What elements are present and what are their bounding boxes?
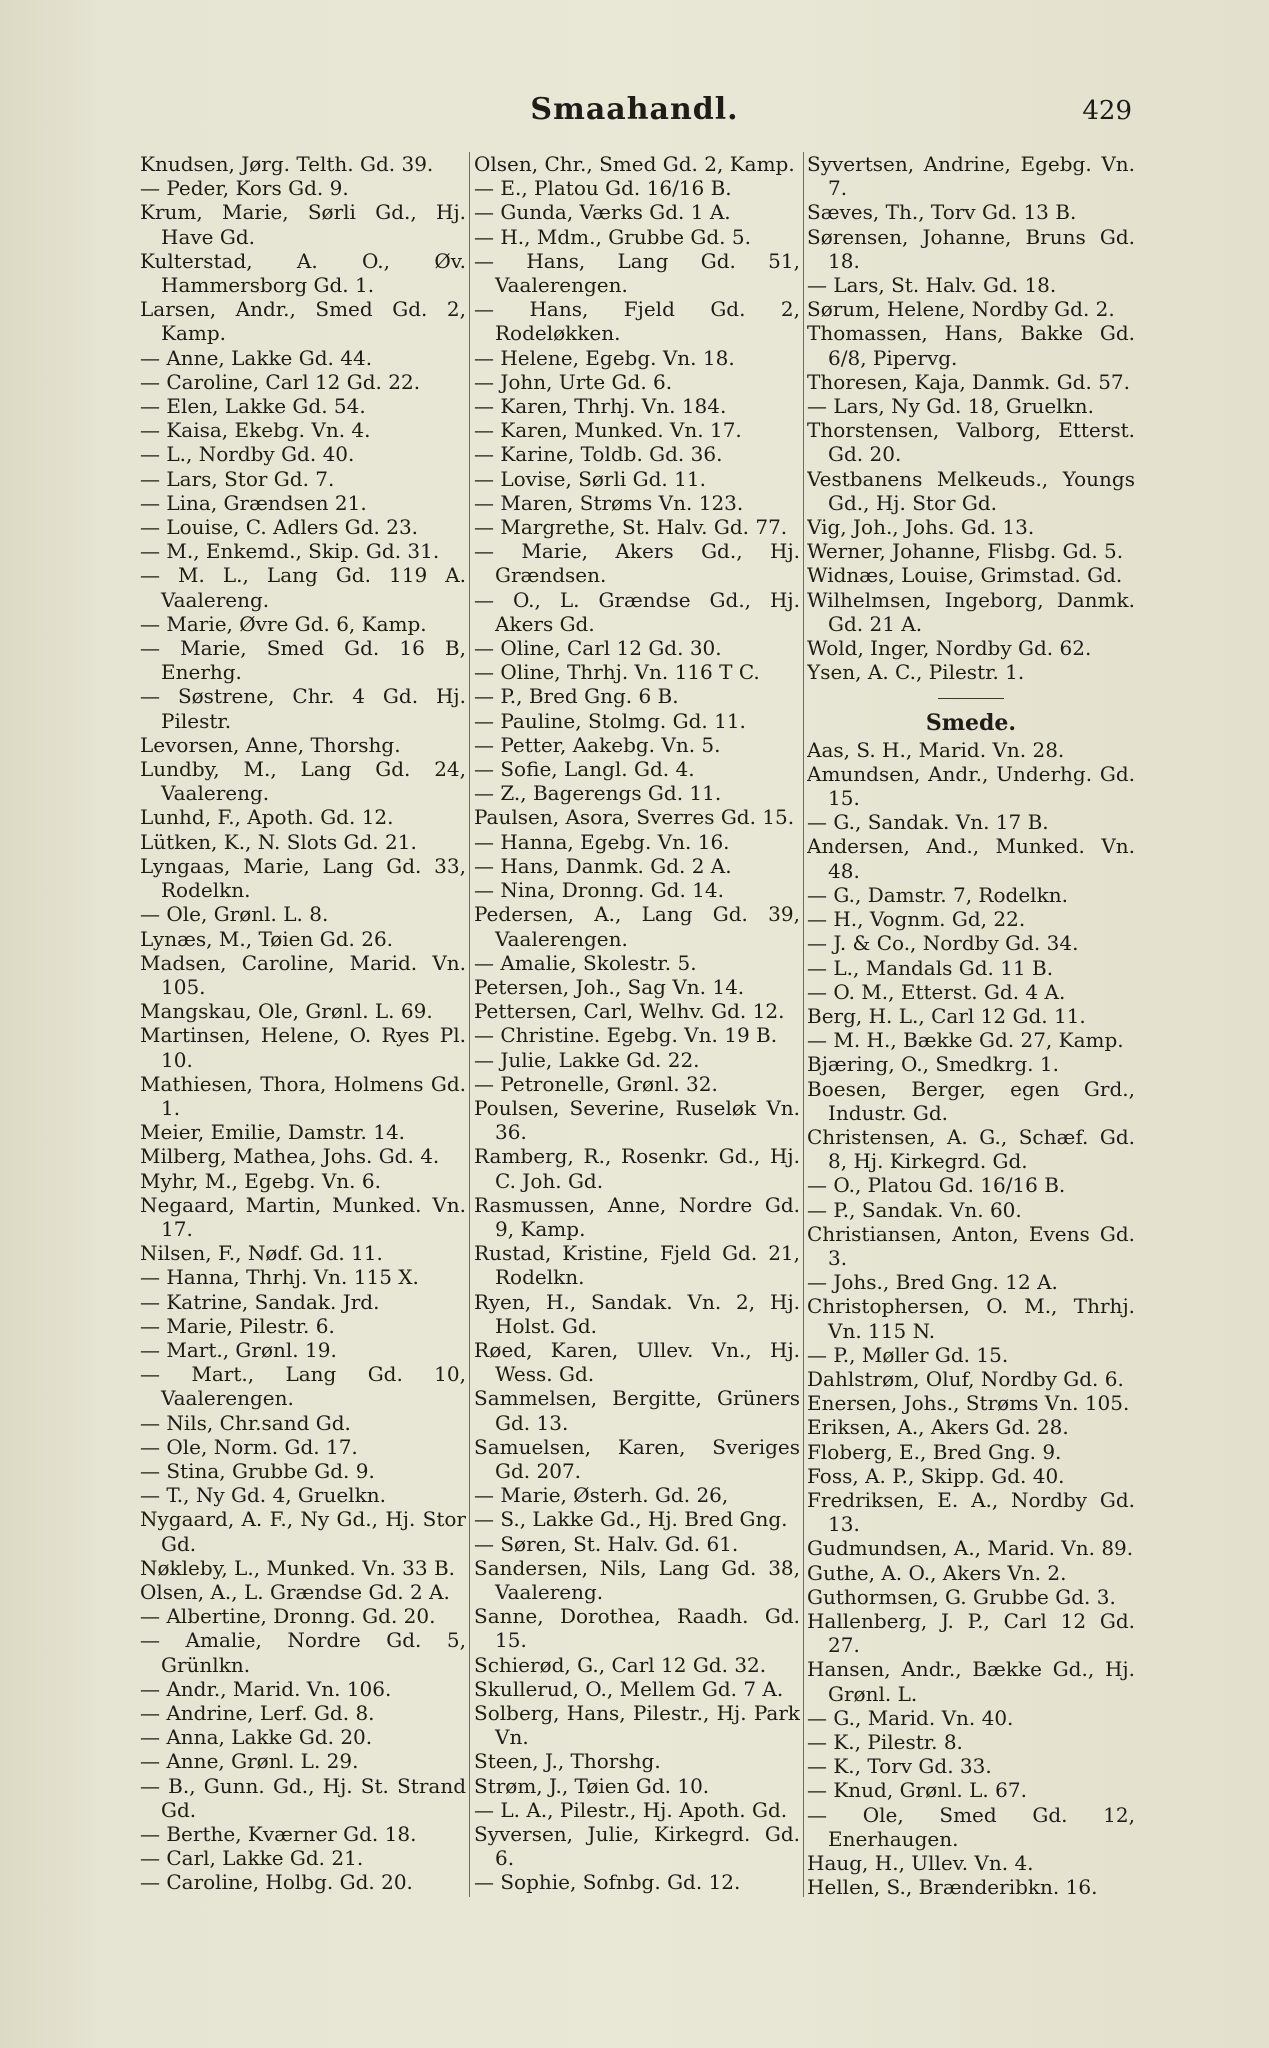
directory-entry: Meier, Emilie, Damstr. 14. [140,1120,406,1145]
directory-entry: Amundsen, Andr., Underhg. Gd. 15. [807,761,1135,811]
directory-entry: Foss, A. P., Skipp. Gd. 40. [807,1463,1065,1488]
directory-entry: — Amalie, Nordre Gd. 5, Grünlkn. [140,1628,466,1677]
directory-entry: — Lars, Stor Gd. 7. [140,466,335,491]
directory-entry: — Marie, Smed Gd. 16 B, Enerhg. [140,636,466,685]
directory-entry: — K., Torv Gd. 33. [807,1754,992,1779]
page-number: 429 [1082,96,1132,126]
directory-entry: — Katrine, Sandak. Jrd. [140,1289,380,1314]
directory-entry: Sammelsen, Bergitte, Grüners Gd. 13. [474,1386,800,1435]
directory-entry: — Johs., Bred Gng. 12 A. [807,1270,1058,1295]
directory-entry: — Anne, Grønl. L. 29. [140,1749,359,1774]
directory-entry: — Helene, Egebg. Vn. 18. [474,345,735,370]
directory-entry: — Knud, Grønl. L. 67. [807,1778,1027,1803]
directory-entry: Sanne, Dorothea, Raadh. Gd. 15. [474,1604,800,1653]
directory-entry: Lütken, K., N. Slots Gd. 21. [140,829,417,854]
directory-entry: Poulsen, Severine, Ruseløk Vn. 36. [474,1095,800,1145]
directory-entry: — L. A., Pilestr., Hj. Apoth. Gd. [474,1797,788,1822]
directory-entry: — Søstrene, Chr. 4 Gd. Hj. Pilestr. [140,684,466,733]
directory-entry: Lyngaas, Marie, Lang Gd. 33, Rodelkn. [140,853,466,903]
directory-entry: Strøm, J., Tøien Gd. 10. [474,1773,710,1798]
directory-entry: — Karen, Munked. Vn. 17. [474,418,742,443]
directory-entry: — Peder, Kors Gd. 9. [140,176,349,201]
directory-entry: — Julie, Lakke Gd. 22. [474,1047,700,1072]
directory-entry: Paulsen, Asora, Sverres Gd. 15. [474,805,795,830]
directory-entry: Nygaard, A. F., Ny Gd., Hj. Stor Gd. [140,1507,466,1556]
directory-entry: — Lars, Ny Gd. 18, Gruelkn. [807,394,1094,419]
directory-entry: — L., Mandals Gd. 11 B. [807,955,1054,980]
directory-entry: — S., Lakke Gd., Hj. Bred Gng. [474,1507,788,1532]
directory-entry: — Lina, Grændsen 21. [140,490,367,515]
directory-entry: Hellen, S., Brænderibkn. 16. [807,1875,1098,1900]
directory-entry: Negaard, Martin, Munked. Vn. 17. [140,1192,466,1241]
directory-entry: — H., Vognm. Gd, 22. [807,907,1026,932]
directory-entry: Steen, J., Thorshg. [474,1749,661,1774]
directory-entry: Pedersen, A., Lang Gd. 39, Vaalerengen. [474,902,800,951]
directory-entry: Guthe, A. O., Akers Vn. 2. [807,1560,1067,1585]
directory-entry: — P., Møller Gd. 15. [807,1342,1009,1367]
directory-entry: — G., Marid. Vn. 40. [807,1705,1014,1730]
directory-entry: Ysen, A. C., Pilestr. 1. [807,660,1025,685]
column-divider [469,152,470,1897]
directory-entry: Lundby, M., Lang Gd. 24, Vaalereng. [140,757,466,806]
directory-entry: Dahlstrøm, Oluf, Nordby Gd. 6. [807,1366,1124,1391]
directory-entry: — G., Damstr. 7, Rodelkn. [807,882,1068,907]
directory-entry: — E., Platou Gd. 16/16 B. [474,176,732,201]
directory-entry: — Sophie, Sofnbg. Gd. 12. [474,1870,741,1895]
directory-entry: Bjæring, O., Smedkrg. 1. [807,1052,1059,1077]
directory-entry: — Berthe, Kværner Gd. 18. [140,1822,417,1847]
directory-entry: Nilsen, F., Nødf. Gd. 11. [140,1241,383,1266]
directory-entry: — O., Platou Gd. 16/16 B. [807,1173,1066,1198]
directory-entry: — Lars, St. Halv. Gd. 18. [807,273,1057,298]
directory-entry: Mathiesen, Thora, Holmens Gd. 1. [140,1071,466,1120]
directory-entry: — K., Pilestr. 8. [807,1730,963,1754]
directory-entry: Sørensen, Johanne, Bruns Gd. 18. [807,224,1135,273]
section-heading: Smede. [925,710,1017,737]
directory-entry: — H., Mdm., Grubbe Gd. 5. [474,224,751,249]
directory-entry: — Oline, Thrhj. Vn. 116 T C. [474,660,760,685]
column-divider [803,152,804,1897]
directory-entry: — Andrine, Lerf. Gd. 8. [140,1701,375,1725]
directory-entry: Floberg, E., Bred Gng. 9. [807,1439,1062,1464]
directory-entry: — Sofie, Langl. Gd. 4. [474,757,695,782]
directory-entry: Olsen, Chr., Smed Gd. 2, Kamp. [474,152,795,176]
directory-entry: — Anne, Lakke Gd. 44. [140,345,373,370]
directory-entry: Ryen, H., Sandak. Vn. 2, Hj. Holst. Gd. [474,1289,800,1338]
directory-entry: Olsen, A., L. Grændse Gd. 2 A. [140,1579,450,1604]
directory-entry: Vestbanens Melkeuds., Youngs Gd., Hj. Stor Gd. [807,466,1135,515]
directory-entry: Knudsen, Jørg. Telth. Gd. 39. [140,152,434,176]
directory-entry: Syversen, Julie, Kirkegrd. Gd. 6. [474,1822,800,1871]
directory-entry: — P., Sandak. Vn. 60. [807,1197,1022,1222]
directory-entry: Werner, Johanne, Flisbg. Gd. 5. [807,539,1124,564]
directory-entry: — Hans, Danmk. Gd. 2 A. [474,853,732,878]
directory-entry: — Marie, Østerh. Gd. 26, [474,1483,729,1508]
directory-entry: — Nils, Chr.sand Gd. [140,1410,351,1435]
directory-entry: Myhr, M., Egebg. Vn. 6. [140,1168,381,1193]
directory-entry: — Kaisa, Ekebg. Vn. 4. [140,418,371,443]
directory-entry: Thomassen, Hans, Bakke Gd. 6/8, Pipervg. [807,321,1135,370]
column-3 [807,152,1135,2032]
directory-entry: Sæves, Th., Torv Gd. 13 B. [807,200,1077,225]
directory-entry: — John, Urte Gd. 6. [474,369,673,394]
directory-entry: Eriksen, A., Akers Gd. 28. [807,1415,1069,1440]
directory-entry: — O. M., Etterst. Gd. 4 A. [807,979,1066,1004]
directory-entry: Wold, Inger, Nordby Gd. 62. [807,636,1092,661]
directory-entry: — Anna, Lakke Gd. 20. [140,1725,373,1750]
directory-entry: Enersen, Johs., Strøms Vn. 105. [807,1391,1130,1416]
directory-entry: — L., Nordby Gd. 40. [140,442,355,467]
directory-entry: Vig, Joh., Johs. Gd. 13. [807,515,1035,540]
directory-entry: — P., Bred Gng. 6 B. [474,684,679,709]
directory-entry: — Andr., Marid. Vn. 106. [140,1676,392,1701]
directory-entry: Sandersen, Nils, Lang Gd. 38, Vaalereng. [474,1555,800,1604]
directory-entry: Lunhd, F., Apoth. Gd. 12. [140,805,394,830]
directory-entry: — Ole, Norm. Gd. 17. [140,1434,358,1459]
directory-entry: Syvertsen, Andrine, Egebg. Vn. 7. [807,152,1135,201]
directory-entry: Hallenberg, J. P., Carl 12 Gd. 27. [807,1608,1135,1658]
directory-entry: Kulterstad, A. O., Øv. Hammersborg Gd. 1. [140,248,466,298]
directory-entry: — Marie, Pilestr. 6. [140,1313,335,1338]
directory-entry: — Karen, Thrhj. Vn. 184. [474,394,727,419]
directory-entry: — Hanna, Egebg. Vn. 16. [474,829,730,854]
directory-entry: Mangskau, Ole, Grønl. L. 69. [140,999,433,1024]
directory-entry: Wilhelmsen, Ingeborg, Danmk. Gd. 21 A. [807,587,1135,636]
directory-entry: Christophersen, O. M., Thrhj. Vn. 115 N. [807,1294,1135,1343]
directory-entry: — Albertine, Dronng. Gd. 20. [140,1604,436,1629]
directory-entry: — Marie, Øvre Gd. 6, Kamp. [140,611,427,636]
directory-entry: Levorsen, Anne, Thorshg. [140,732,401,757]
directory-entry: Solberg, Hans, Pilestr., Hj. Park Vn. [474,1701,800,1750]
directory-entry: Madsen, Caroline, Marid. Vn. 105. [140,950,466,999]
directory-entry: — M. H., Bække Gd. 27, Kamp. [807,1028,1124,1053]
directory-entry: Samuelsen, Karen, Sveriges Gd. 207. [474,1434,800,1483]
directory-entry: Thorstensen, Valborg, Etterst. Gd. 20. [807,418,1135,467]
directory-entry: Nøkleby, L., Munked. Vn. 33 B. [140,1555,456,1580]
directory-entry: — Hanna, Thrhj. Vn. 115 X. [140,1265,419,1290]
directory-entry: Rustad, Kristine, Fjeld Gd. 21, Rodelkn. [474,1241,800,1290]
directory-entry: Berg, H. L., Carl 12 Gd. 11. [807,1003,1086,1028]
directory-entry: — Mart., Lang Gd. 10, Vaalerengen. [140,1362,466,1411]
directory-entry: — Z., Bagerengs Gd. 11. [474,781,722,806]
directory-entry: — Ole, Smed Gd. 12, Enerhaugen. [807,1802,1135,1851]
directory-entry: — Petronelle, Grønl. 32. [474,1071,718,1096]
directory-entry: — Caroline, Holbg. Gd. 20. [140,1870,413,1895]
directory-entry: — M., Enkemd., Skip. Gd. 31. [140,539,440,564]
directory-entry: Krum, Marie, Sørli Gd., Hj. Have Gd. [140,200,466,249]
directory-entry: — Elen, Lakke Gd. 54. [140,394,366,419]
directory-entry: Milberg, Mathea, Johs. Gd. 4. [140,1144,440,1169]
directory-entry: — Louise, C. Adlers Gd. 23. [140,515,419,540]
directory-entry: — O., L. Grændse Gd., Hj. Akers Gd. [474,587,800,636]
directory-entry: — Marie, Akers Gd., Hj. Grændsen. [474,539,800,588]
directory-entry: — Gunda, Værks Gd. 1 A. [474,200,731,225]
directory-entry: — Søren, St. Halv. Gd. 61. [474,1531,739,1556]
directory-entry: Christiansen, Anton, Evens Gd. 3. [807,1221,1135,1270]
directory-entry: — G., Sandak. Vn. 17 B. [807,810,1049,835]
page-title: Smaahandl. [530,92,739,127]
directory-entry: — B., Gunn. Gd., Hj. St. Strand Gd. [140,1773,466,1822]
directory-entry: — Margrethe, St. Halv. Gd. 77. [474,515,788,540]
directory-entry: Ramberg, R., Rosenkr. Gd., Hj. C. Joh. Gd. [474,1144,800,1193]
directory-entry: Haug, H., Ullev. Vn. 4. [807,1851,1034,1876]
directory-entry: Andersen, And., Munked. Vn. 48. [807,834,1135,883]
directory-entry: Christensen, A. G., Schæf. Gd. 8, Hj. Kirkegrd. Gd. [807,1124,1135,1174]
directory-entry: Rasmussen, Anne, Nordre Gd. 9, Kamp. [474,1192,800,1241]
directory-entry: — Christine. Egebg. Vn. 19 B. [474,1023,778,1048]
directory-entry: Guthormsen, G. Grubbe Gd. 3. [807,1584,1116,1609]
directory-entry: Aas, S. H., Marid. Vn. 28. [807,737,1065,762]
directory-entry: — Mart., Grønl. 19. [140,1337,337,1362]
directory-entry: — J. & Co., Nordby Gd. 34. [807,931,1079,956]
directory-entry: Widnæs, Louise, Grimstad. Gd. [807,563,1123,588]
directory-entry: — Hans, Lang Gd. 51, Vaalerengen. [474,248,800,298]
column-2 [474,152,800,2032]
directory-entry: — Carl, Lakke Gd. 21. [140,1846,364,1871]
directory-entry: Pettersen, Carl, Welhv. Gd. 12. [474,999,785,1024]
directory-entry: — M. L., Lang Gd. 119 A. Vaalereng. [140,563,466,612]
directory-entry: Sørum, Helene, Nordby Gd. 2. [807,297,1115,322]
directory-entry: — Pauline, Stolmg. Gd. 11. [474,708,746,733]
directory-entry: Hansen, Andr., Bække Gd., Hj. Grønl. L. [807,1657,1135,1706]
directory-entry: Schierød, G., Carl 12 Gd. 32. [474,1652,767,1677]
directory-entry: — Amalie, Skolestr. 5. [474,950,697,975]
column-1 [140,152,466,2032]
directory-entry: Fredriksen, E. A., Nordby Gd. 13. [807,1487,1135,1537]
directory-entry: — Ole, Grønl. L. 8. [140,902,329,927]
directory-entry: Lynæs, M., Tøien Gd. 26. [140,926,394,951]
directory-entry: — Karine, Toldb. Gd. 36. [474,442,723,467]
directory-entry: Skullerud, O., Mellem Gd. 7 A. [474,1676,784,1701]
directory-entry: — Hans, Fjeld Gd. 2, Rodeløkken. [474,297,800,346]
directory-entry: — Oline, Carl 12 Gd. 30. [474,636,722,661]
directory-entry: — T., Ny Gd. 4, Gruelkn. [140,1483,386,1508]
directory-entry: — Stina, Grubbe Gd. 9. [140,1458,375,1483]
directory-entry: — Petter, Aakebg. Vn. 5. [474,732,721,757]
directory-entry: Martinsen, Helene, O. Ryes Pl. 10. [140,1023,466,1072]
section-divider [938,698,1004,699]
directory-entry: Larsen, Andr., Smed Gd. 2, Kamp. [140,297,466,346]
directory-entry: Boesen, Berger, egen Grd., Industr. Gd. [807,1076,1135,1125]
directory-entry: — Caroline, Carl 12 Gd. 22. [140,369,421,394]
directory-entry: Thoresen, Kaja, Danmk. Gd. 57. [807,369,1130,394]
directory-entry: — Nina, Dronng. Gd. 14. [474,878,724,903]
directory-entry: — Maren, Strøms Vn. 123. [474,490,744,515]
directory-entry: — Lovise, Sørli Gd. 11. [474,466,706,491]
directory-entry: Gudmundsen, A., Marid. Vn. 89. [807,1536,1134,1561]
directory-entry: Petersen, Joh., Sag Vn. 14. [474,974,745,999]
directory-entry: Røed, Karen, Ullev. Vn., Hj. Wess. Gd. [474,1337,800,1387]
